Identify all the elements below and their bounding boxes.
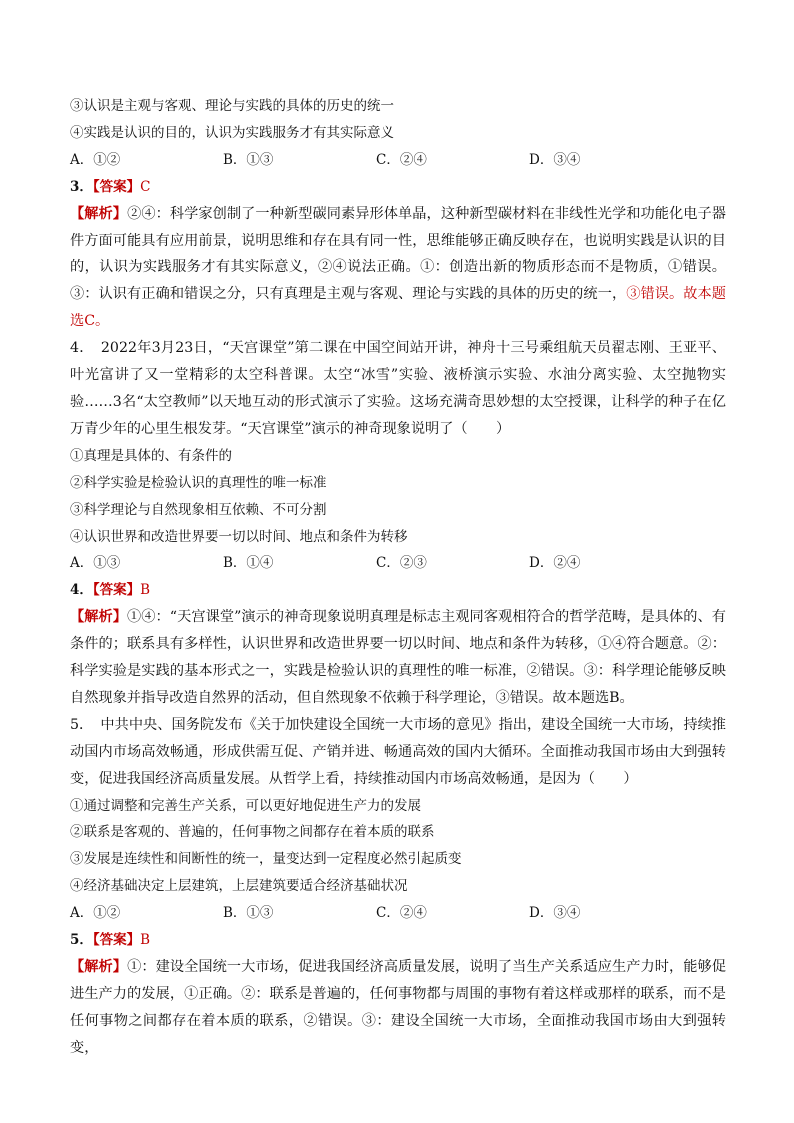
answer-3-letter: C bbox=[140, 178, 151, 195]
q2-item-4: ④实践是认识的目的，认识为实践服务才有其实际意义 bbox=[70, 124, 394, 141]
q4-item-3: ③科学理论与自然现象相互依赖、不可分割 bbox=[70, 501, 327, 518]
q5-options bbox=[70, 900, 726, 927]
answer-5-heading bbox=[70, 927, 726, 954]
q5-option-a: A．①② bbox=[70, 905, 121, 922]
answer-4-number: 4． bbox=[70, 582, 93, 599]
q5-item-4: ④经济基础决定上层建筑，上层建筑要适合经济基础状况 bbox=[70, 878, 408, 895]
q2-item-3: ③认识是主观与客观、理论与实践的具体的历史的统一 bbox=[70, 98, 394, 114]
q4-item-1: ①真理是具体的、有条件的 bbox=[70, 447, 232, 464]
q2-option-d: D．③④ bbox=[529, 151, 581, 168]
q4-option-b: B．①④ bbox=[223, 555, 274, 572]
analysis-4-label: 【解析】 bbox=[70, 609, 128, 626]
q5-option-b: B．①③ bbox=[223, 905, 274, 922]
answer-3-number: 3． bbox=[70, 178, 93, 195]
answer-4-heading bbox=[70, 577, 726, 604]
q5-item-2: ②联系是客观的、普遍的，任何事物之间都存在着本质的联系 bbox=[70, 824, 435, 841]
analysis-4-text: ①④：“天宫课堂”演示的神奇现象说明真理是标志主观同客观相符合的哲学范畴，是具体的、有条件的；联系具有多样性，认识世界和改造世界要一切以时间、地点和条件为转移，①④符合题意。②：科学实验是实践的基本形式之一，实践是检验认识的真理性的唯一标准，②错误。③：科学理论能够反映自然现象并指导改造自然界的活动，但自然现象不依赖于科学理论，③错误。故本题选B。 bbox=[70, 609, 726, 706]
analysis-3-tail: ③错误。故本题选C。 bbox=[70, 286, 726, 330]
q4-options bbox=[70, 550, 726, 577]
q5-item-3: ③发展是连续性和间断性的统一，量变达到一定程度必然引起质变 bbox=[70, 851, 462, 868]
answer-3-analysis bbox=[70, 201, 726, 336]
q4-option-d: D．②④ bbox=[529, 555, 581, 572]
answer-5-letter: B bbox=[140, 932, 151, 949]
analysis-5-label: 【解析】 bbox=[70, 959, 128, 975]
answer-3-label: 【答案】 bbox=[92, 178, 141, 195]
q5-item-1: ①通过调整和完善生产关系，可以更好地促进生产力的发展 bbox=[70, 797, 421, 814]
q2-options bbox=[70, 147, 726, 174]
answer-4-letter: B bbox=[140, 582, 151, 599]
question-4-stem: 4． 2022年3月23日，“天宫课堂”第二课在中国空间站开讲，神舟十三号乘组航天员翟志刚、王亚平、叶光富讲了又一堂精彩的太空科普课。太空“冰雪”实验、液桥演示实验、水油分离实验、太空抛物实验……3名“太空教师”以天地互动的形式演示了实验。这场充满奇思妙想的太空授课，让科学的种子在亿万青少年的心里生根发芽。“天宫课堂”演示的神奇现象说明了（ ） bbox=[70, 340, 726, 437]
q4-item-2: ②科学实验是检验认识的真理性的唯一标准 bbox=[70, 474, 327, 491]
answer-5-label: 【答案】 bbox=[92, 932, 141, 949]
q2-option-b: B．①③ bbox=[223, 151, 274, 168]
q4-option-a: A．①③ bbox=[70, 555, 121, 572]
q2-option-c: C．②④ bbox=[376, 151, 427, 168]
q5-option-c: C．②④ bbox=[376, 905, 427, 922]
question-5-stem: 5． 中共中央、国务院发布《关于加快建设全国统一大市场的意见》指出，建设全国统一大市场，持续推动国内市场高效畅通，形成供需互促、产销并进、畅通高效的国内大循环。全面推动我国市场由大到强转变，促进我国经济高质量发展。从哲学上看，持续推动国内市场高效畅通，是因为（ ） bbox=[70, 716, 726, 787]
q2-option-a: A．①② bbox=[70, 151, 121, 168]
answer-5-number: 5． bbox=[70, 932, 93, 949]
analysis-3-text: ②④：科学家创制了一种新型碳同素异形体单晶，这种新型碳材料在非线性光学和功能化电子器件方面可能具有应用前景，说明思维和存在具有同一性，思维能够正确反映存在，也说明实践是认识的目的，认识为实践服务才有其实际意义，②④说法正确。①：创造出新的物质形态而不是物质，①错误。③：认识有正确和错误之分，只有真理是主观与客观、理论与实践的具体的历史的统一， bbox=[70, 205, 726, 303]
answer-4-analysis bbox=[70, 604, 726, 712]
document-content bbox=[70, 93, 726, 1062]
answer-3-heading bbox=[70, 174, 726, 201]
analysis-3-label: 【解析】 bbox=[70, 205, 128, 222]
answer-5-analysis bbox=[70, 954, 726, 1062]
q5-option-d: D．③④ bbox=[529, 905, 581, 922]
answer-4-label: 【答案】 bbox=[92, 582, 141, 599]
q4-item-4: ④认识世界和改造世界要一切以时间、地点和条件为转移 bbox=[70, 528, 408, 545]
analysis-5-text: ①：建设全国统一大市场，促进我国经济高质量发展，说明了当生产关系适应生产力时，能够促进生产力的发展，①正确。②：联系是普遍的，任何事物都与周围的事物有着这样或那样的联系，而不是任何事物之间都存在着本质的联系，②错误。③：建设全国统一大市场，全面推动我国市场由大到强转变， bbox=[70, 959, 726, 1056]
q4-option-c: C．②③ bbox=[376, 555, 427, 572]
